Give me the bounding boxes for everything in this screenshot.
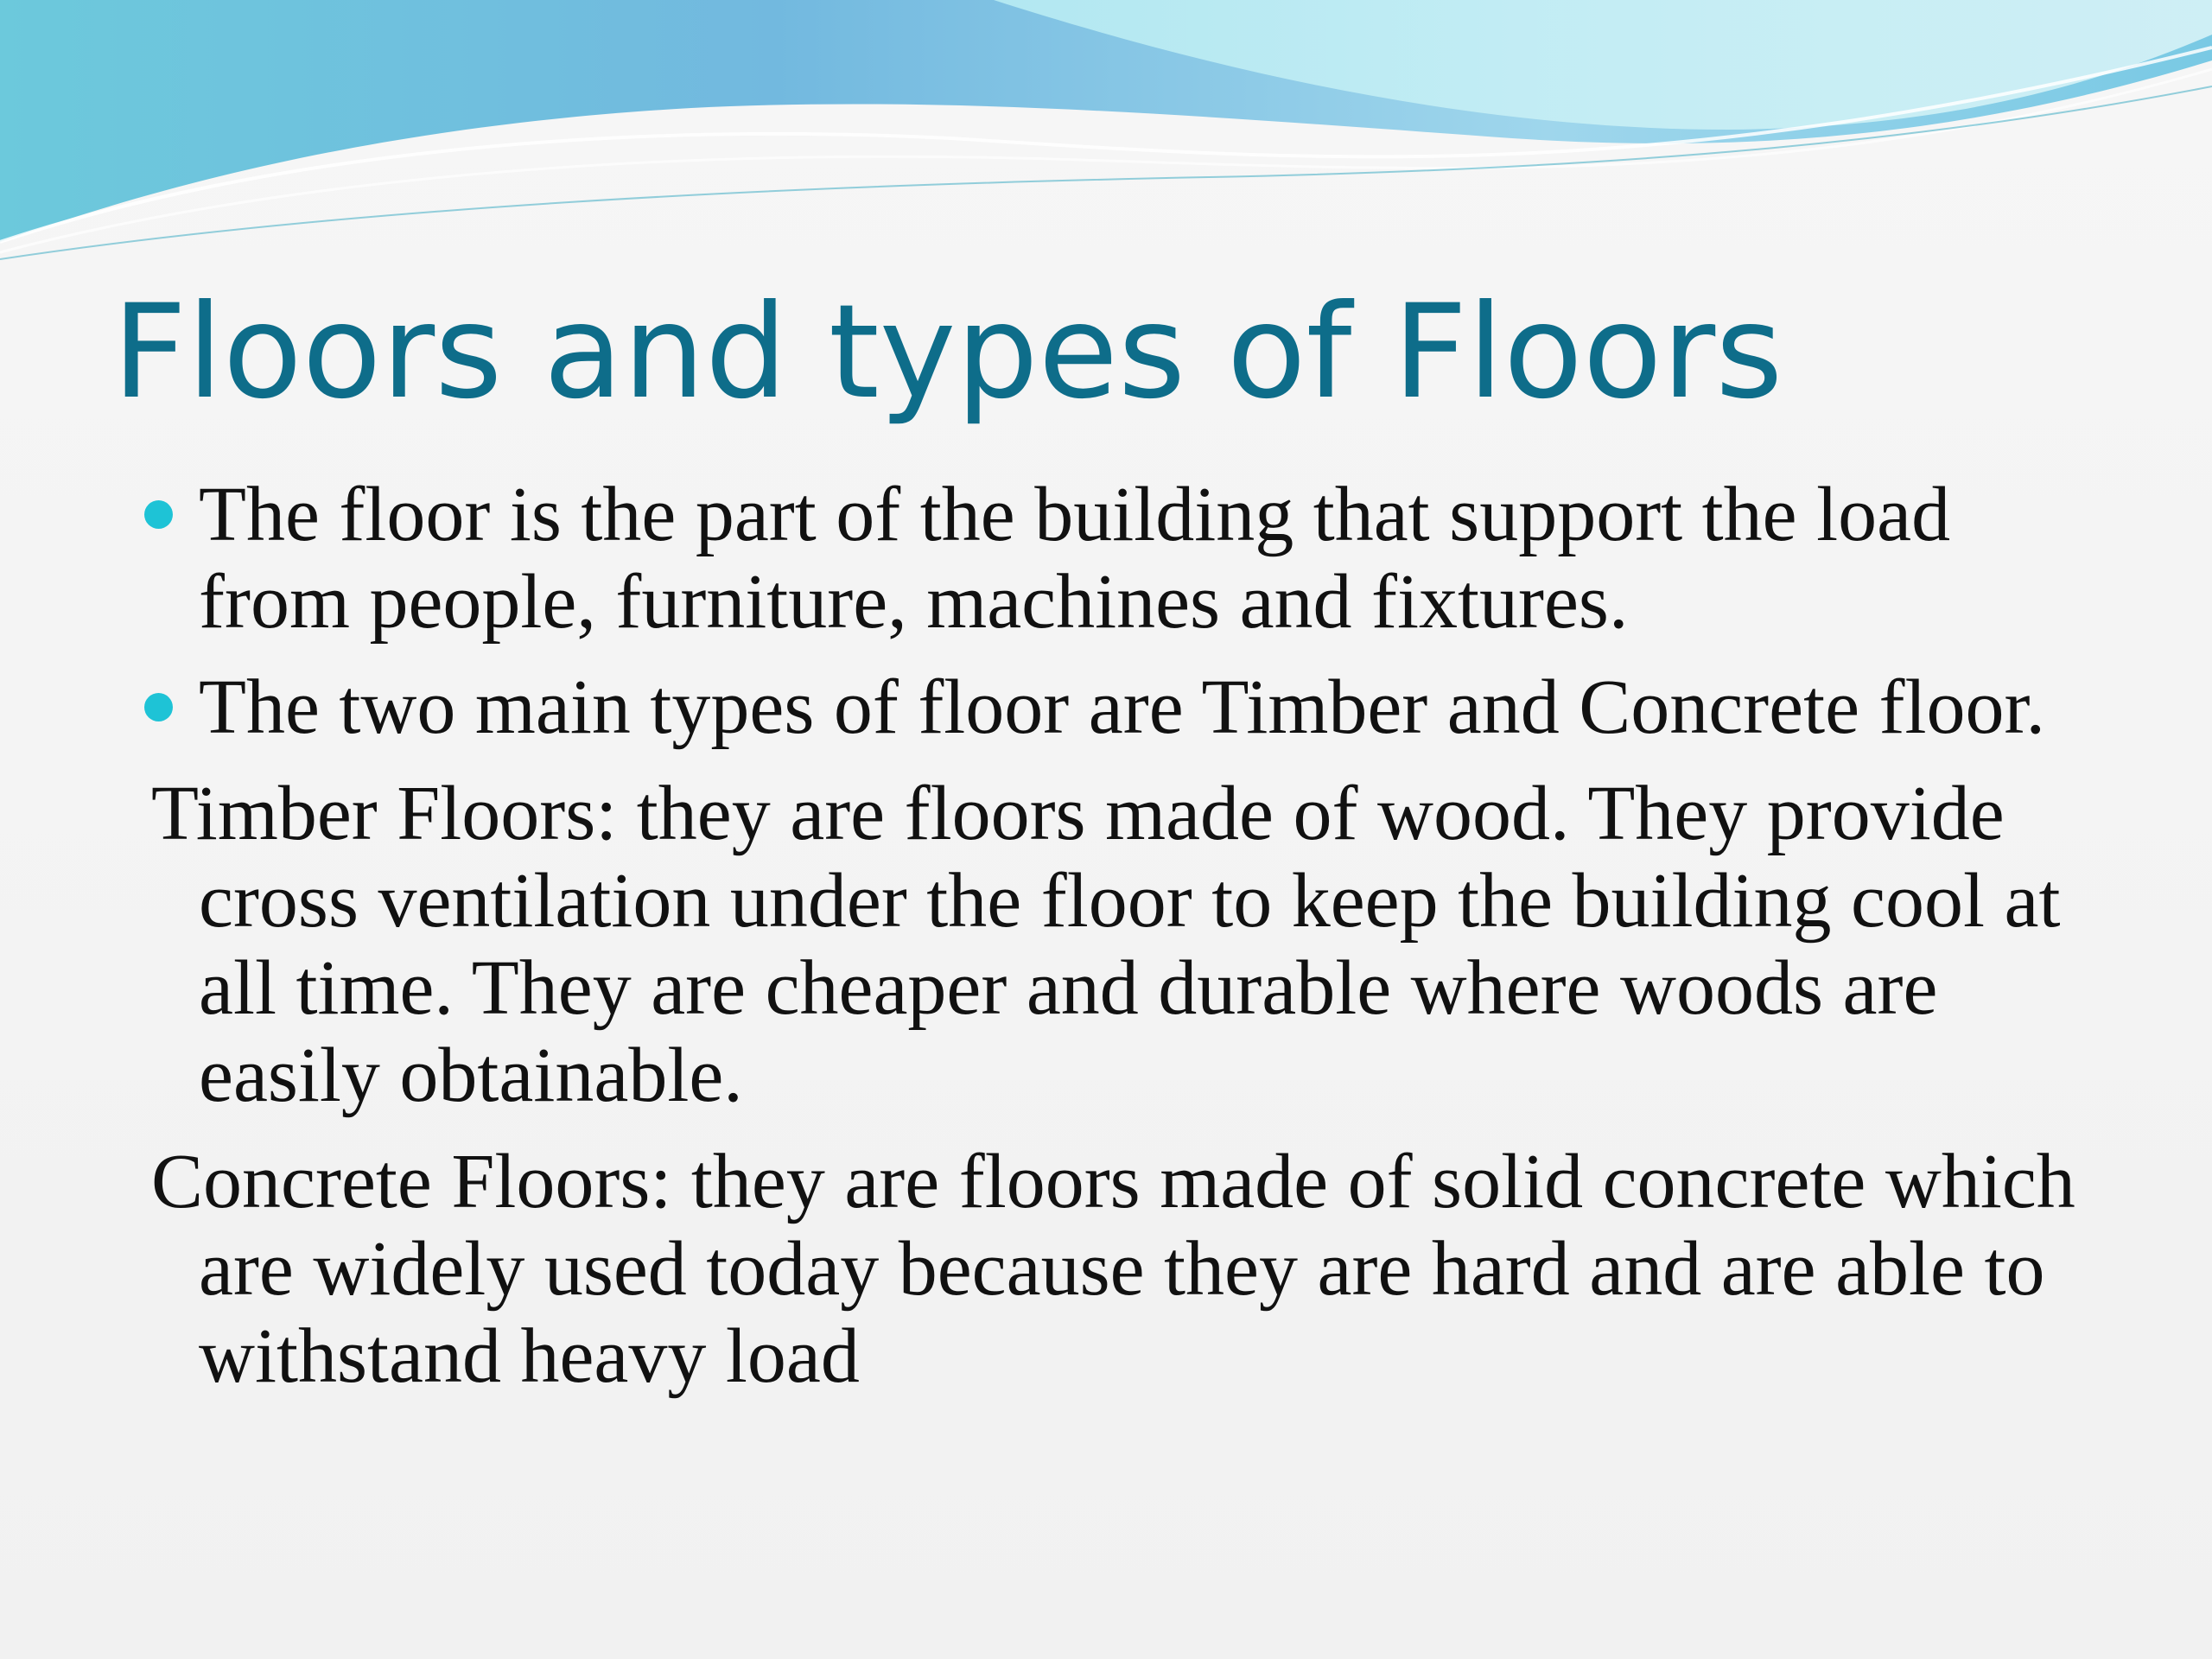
bullet-text: The floor is the part of the building that support the load from people, furniture, machines and fixtures. <box>199 472 1951 645</box>
paragraph-text: Concrete Floors: they are floors made of solid concrete which are widely used today because they are hard and are able to withstand heavy load <box>151 1139 2075 1399</box>
paragraph-concrete-floors <box>151 1138 2113 1400</box>
round-bullet-icon <box>144 500 173 529</box>
slide-body <box>151 471 2113 1400</box>
round-bullet-icon <box>144 693 173 721</box>
paragraph-text: Timber Floors: they are floors made of wood. They provide cross ventilation under the floor to keep the building cool at all time. They are cheaper and durable where woods are easily obtainable. <box>151 771 2061 1118</box>
slide-title: Floors and types of Floors <box>112 277 1783 428</box>
bullet-item <box>151 471 2113 645</box>
paragraph-timber-floors <box>151 770 2113 1119</box>
wave-header-decoration <box>0 0 2212 276</box>
bullet-item <box>151 664 2113 751</box>
bullet-text: The two main types of floor are Timber and Concrete floor. <box>199 664 2046 750</box>
